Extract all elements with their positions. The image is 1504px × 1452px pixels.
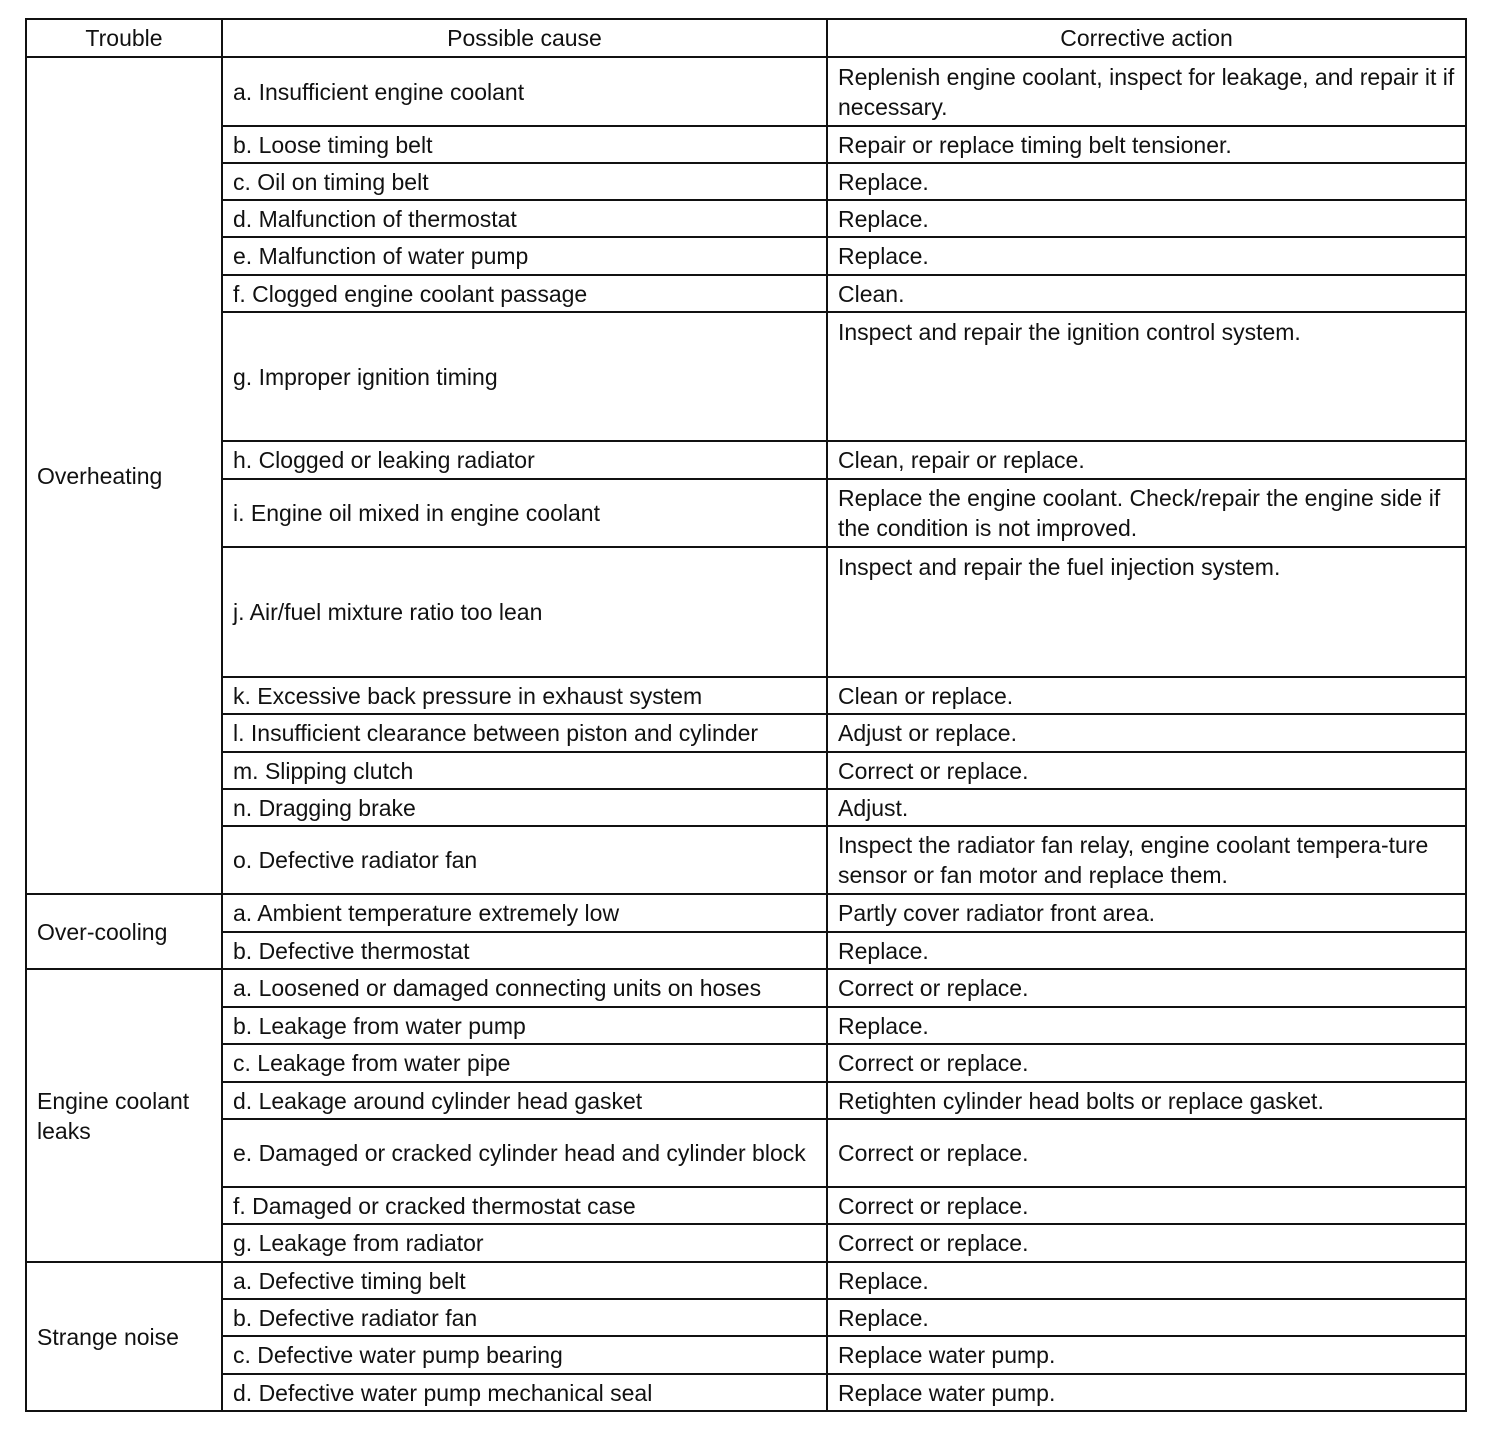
cause-cell: g. Improper ignition timing [222,312,827,441]
cause-cell: m. Slipping clutch [222,752,827,789]
cause-cell: a. Insufficient engine coolant [222,57,827,126]
trouble-over-cooling: Over-cooling [26,894,222,969]
action-cell: Clean or replace. [827,677,1466,714]
cause-cell: l. Insufficient clearance between piston and cylinder [222,714,827,752]
cause-cell: b. Defective thermostat [222,932,827,969]
table-row [26,275,1466,312]
table-row [26,163,1466,200]
action-cell: Replace. [827,237,1466,275]
trouble-overheating: Overheating [26,57,222,894]
trouble-engine-coolant-leaks: Engine coolant leaks [26,969,222,1262]
cause-cell: h. Clogged or leaking radiator [222,441,827,479]
table-row [26,1082,1466,1119]
action-cell: Replace. [827,1299,1466,1336]
cause-cell: a. Loosened or damaged connecting units on hoses [222,969,827,1007]
table-row [26,1262,1466,1299]
action-cell: Adjust. [827,789,1466,826]
table-row [26,932,1466,969]
table-row [26,1119,1466,1187]
action-cell: Clean, repair or replace. [827,441,1466,479]
action-cell: Replace the engine coolant. Check/repair the engine side if the condition is not improved. [827,479,1466,547]
table-row [26,200,1466,237]
table-row [26,969,1466,1007]
action-cell: Correct or replace. [827,969,1466,1007]
action-cell: Correct or replace. [827,1044,1466,1082]
table-row [26,312,1466,441]
cause-cell: j. Air/fuel mixture ratio too lean [222,547,827,677]
action-cell: Replace. [827,163,1466,200]
cause-cell: c. Defective water pump bearing [222,1336,827,1374]
troubleshooting-table [25,18,1467,1412]
cause-cell: e. Damaged or cracked cylinder head and cylinder block [222,1119,827,1187]
table-row [26,1187,1466,1224]
action-cell: Inspect and repair the fuel injection system. [827,547,1466,677]
cause-cell: k. Excessive back pressure in exhaust system [222,677,827,714]
cause-cell: o. Defective radiator fan [222,826,827,894]
table-row [26,237,1466,275]
action-cell: Replace water pump. [827,1374,1466,1411]
action-cell: Partly cover radiator front area. [827,894,1466,932]
action-cell: Replace water pump. [827,1336,1466,1374]
cause-cell: f. Damaged or cracked thermostat case [222,1187,827,1224]
action-cell: Replace. [827,932,1466,969]
cause-cell: d. Malfunction of thermostat [222,200,827,237]
header-action: Corrective action [827,19,1466,57]
table-row [26,894,1466,932]
action-cell: Inspect and repair the ignition control system. [827,312,1466,441]
cause-cell: a. Defective timing belt [222,1262,827,1299]
header-trouble: Trouble [26,19,222,57]
cause-cell: i. Engine oil mixed in engine coolant [222,479,827,547]
table-row [26,1224,1466,1262]
table-row [26,1374,1466,1411]
cause-cell: e. Malfunction of water pump [222,237,827,275]
action-cell: Replace. [827,1007,1466,1044]
table-row [26,1336,1466,1374]
table-row [26,1044,1466,1082]
action-cell: Correct or replace. [827,1187,1466,1224]
action-cell: Correct or replace. [827,752,1466,789]
table-row [26,1299,1466,1336]
action-cell: Correct or replace. [827,1119,1466,1187]
table-row [26,126,1466,163]
action-cell: Repair or replace timing belt tensioner. [827,126,1466,163]
cause-cell: b. Leakage from water pump [222,1007,827,1044]
table-row [26,789,1466,826]
trouble-strange-noise: Strange noise [26,1262,222,1411]
cause-cell: b. Defective radiator fan [222,1299,827,1336]
cause-cell: d. Leakage around cylinder head gasket [222,1082,827,1119]
action-cell: Adjust or replace. [827,714,1466,752]
header-row [26,19,1466,57]
cause-cell: d. Defective water pump mechanical seal [222,1374,827,1411]
cause-cell: b. Loose timing belt [222,126,827,163]
action-cell: Retighten cylinder head bolts or replace gasket. [827,1082,1466,1119]
table-row [26,826,1466,894]
cause-cell: g. Leakage from radiator [222,1224,827,1262]
table-row [26,479,1466,547]
action-cell: Inspect the radiator fan relay, engine coolant tempera-ture sensor or fan motor and replace them. [827,826,1466,894]
table-row [26,1007,1466,1044]
cause-cell: n. Dragging brake [222,789,827,826]
cause-cell: c. Oil on timing belt [222,163,827,200]
header-cause: Possible cause [222,19,827,57]
action-cell: Replace. [827,200,1466,237]
action-cell: Correct or replace. [827,1224,1466,1262]
table-row [26,677,1466,714]
action-cell: Replace. [827,1262,1466,1299]
cause-cell: f. Clogged engine coolant passage [222,275,827,312]
action-cell: Replenish engine coolant, inspect for leakage, and repair it if necessary. [827,57,1466,126]
cause-cell: c. Leakage from water pipe [222,1044,827,1082]
table-row [26,714,1466,752]
table-row [26,547,1466,677]
cause-cell: a. Ambient temperature extremely low [222,894,827,932]
table-row [26,57,1466,126]
table-row [26,752,1466,789]
table-row [26,441,1466,479]
action-cell: Clean. [827,275,1466,312]
